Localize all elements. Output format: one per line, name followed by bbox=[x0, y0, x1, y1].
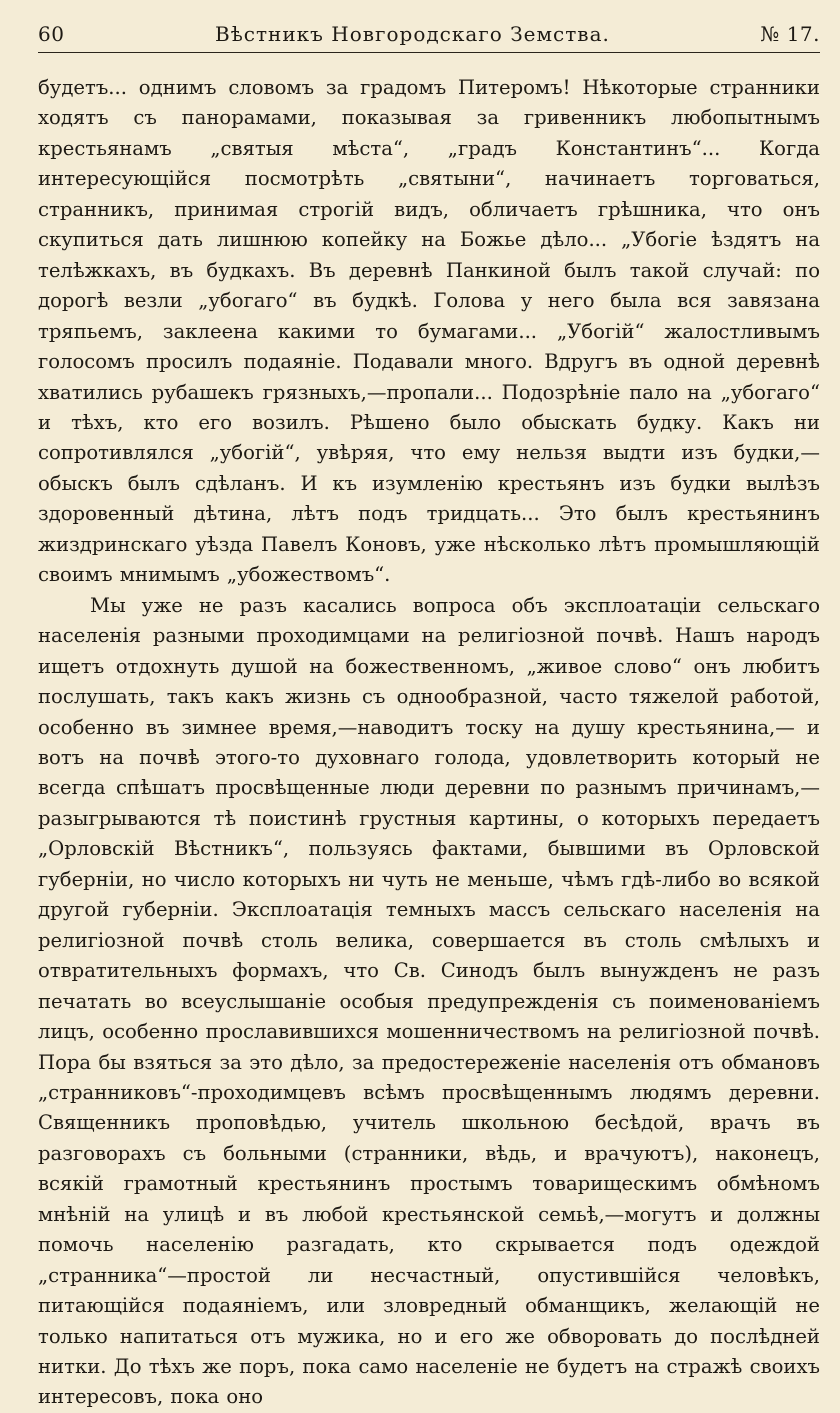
page-number: 60 bbox=[38, 22, 65, 46]
article-body bbox=[38, 73, 820, 1413]
paragraph-1: будетъ... однимъ словомъ за градомъ Питеромъ! Нѣкоторые странники ходятъ съ панорамами, показывая за гривенникъ любопытнымъ крестьянамъ „святыя мѣста“, „градъ Константинъ“... Когда интересующійся посмотрѣть „святыни“, начинаетъ торговаться, странникъ, принимая строгій видъ, обличаетъ грѣшника, что онъ скупиться дать лишнюю копейку на Божье дѣло... „Убогіе ѣздятъ на телѣжкахъ, въ будкахъ. Въ деревнѣ Панкиной былъ такой случай: по дорогѣ везли „убогаго“ въ будкѣ. Голова у него была вся завязана тряпьемъ, заклеена какими то бумагами... „Убогій“ жалостливымъ голосомъ просилъ подаяніе. Подавали много. Вдругъ въ одной деревнѣ хватились рубашекъ грязныхъ,—пропали... Подозрѣніе пало на „убогаго“ и тѣхъ, кто его возилъ. Рѣшено было обыскать будку. Какъ ни сопротивлялся „убогій“, увѣряя, что ему нельзя выдти изъ будки,—обыскъ былъ сдѣланъ. И къ изумленію крестьянъ изъ будки вылѣзъ здоровенный дѣтина, лѣтъ подъ тридцать... Это былъ крестьянинъ жиздринскаго уѣзда Павелъ Коновъ, уже нѣсколько лѣтъ промышляющій своимъ мнимымъ „убожествомъ“. bbox=[38, 76, 820, 587]
paragraph-2: Мы уже не разъ касались вопроса объ эксплоатаціи сельскаго населенія разными проходимцами на религіозной почвѣ. Нашъ народъ ищетъ отдохнуть душой на божественномъ, „живое слово“ онъ любитъ послушать, такъ какъ жизнь съ однообразной, часто тяжелой работой, особенно въ зимнее время,—наводитъ тоску на душу крестьянина,— и вотъ на почвѣ этого-то духовнаго голода, удовлетворить который не всегда спѣшатъ просвѣщенные люди деревни по разнымъ причинамъ,— разыгрываются тѣ поистинѣ грустныя картины, о которыхъ передаетъ „Орловскій Вѣстникъ“, пользуясь фактами, бывшими въ Орловской губерніи, но число которыхъ ни чуть не меньше, чѣмъ гдѣ-либо во всякой другой губерніи. Эксплоатація темныхъ массъ сельскаго населенія на религіозной почвѣ столь велика, совершается въ столь смѣлыхъ и отвратительныхъ формахъ, что Св. Синодъ былъ вынужденъ не разъ печатать во всеуслышаніе особыя предупрежденія съ поименованіемъ лицъ, особенно прославившихся мошенничествомъ на религіозной почвѣ. Пора бы взяться за это дѣло, за предостереженіе населенія отъ обмановъ „странниковъ“-проходимцевъ всѣмъ просвѣщеннымъ людямъ деревни. Священникъ проповѣдью, учитель школьною бесѣдой, врачъ въ разговорахъ съ больными (странники, вѣдь, и врачуютъ), наконецъ, всякій грамотный крестьянинъ простымъ товарищескимъ обмѣномъ мнѣній на улицѣ и въ любой крестьянской семьѣ,—могутъ и должны помочь населенію разгадать, кто скрывается подъ одеждой „странника“—простой ли несчастный, опустившійся человѣкъ, питающійся подаяніемъ, или зловредный обманщикъ, желающій не только напитаться отъ мужика, но и его же обворовать до послѣдней нитки. До тѣхъ же поръ, пока само населеніе не будетъ на стражѣ своихъ интересовъ, пока оно bbox=[38, 593, 820, 1409]
header-divider bbox=[38, 52, 820, 53]
issue-number: № 17. bbox=[760, 22, 820, 46]
journal-title: Вѣстникъ Новгородскаго Земства. bbox=[215, 22, 610, 46]
page-header bbox=[38, 18, 820, 50]
